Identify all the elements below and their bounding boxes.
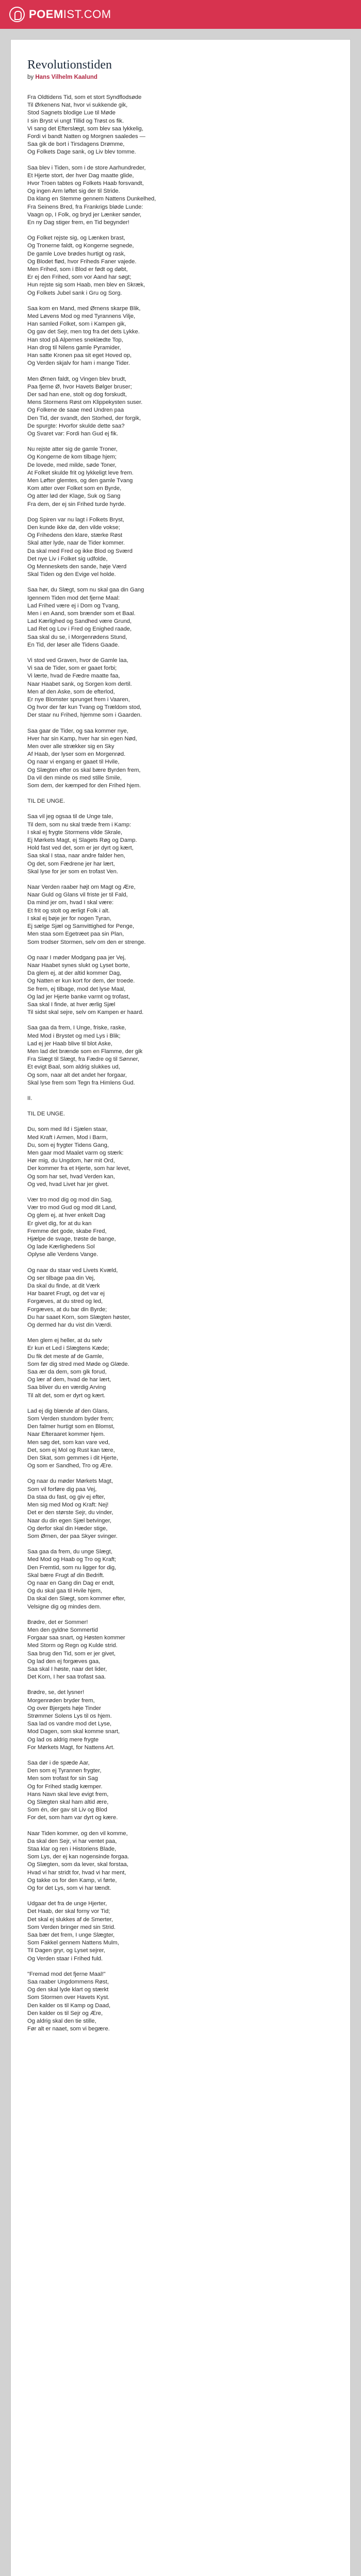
- stanza: Nu rejste atter sig de gamle Troner, Og Kongerne de kom tilbage hjem; De lovede, med milde, søde Toner, At Folket skulde frit og lykkeligt leve frem. Men Løfter glemtes, og den gamle Tvang Kom atter over Folket som en Byrde, Og atter lød der Klage, Suk og Sang Fra dem, der ej sin Frihed turde hyrde.: [27, 446, 134, 507]
- poem-byline: [27, 74, 334, 80]
- site-logo[interactable]: [29, 8, 111, 21]
- stanza: Saa hør, du Slægt, som nu skal gaa din Gang Igennem Tiden mod det fjerne Maal: Lad Frihed være ej i Dom og Tvang, Men i en Aand, som brænder som et Baal. Lad Kærlighed og Sandhed være Grund, Lad Ret og Lov i Fred og Enighed raade, Saa skal du se, i Morgenrødens Stund, En Tid, der løser alle Tidens Gaade.: [27, 587, 144, 648]
- stanza: Og naar du staar ved Livets Kvæld, Og ser tilbage paa din Vej, Da skal du finde, at dit Værk Har baaret Frugt, og det var ej Forgæves, at du stred og led, Forgæves, at du bar din Byrde; Du har saaet Korn, som Slægten høster, Og dermed har du vist din Værdi.: [27, 1267, 131, 1329]
- poem-title: Revolutionstiden: [27, 58, 112, 72]
- stanza: Men Ørnen faldt, og Vingen blev brudt, Paa fjerne Ø, hvor Havets Bølger bruser; Der sad han ene, stolt og dog forskudt, Mens Stormens Røst om Klippekysten suser. Og Folkene de saae med Undren paa Den Tid, der svandt, den Storhed, der forgik, De spurgte: Hvorfor skulde dette saa? Og Svaret var: Fordi han Gud ej fik.: [27, 376, 143, 437]
- logo-light: IST.COM: [63, 8, 111, 21]
- stanza: Saa gaa da frem, I Unge, friske, raske, Med Mod i Brystet og med Lys i Blik; Lad ej jer Haab blive til blot Aske, Men lad det brænde som en Flamme, der gik Fra Slægt til Slægt, fra Fædre og til Sønner, Et evigt Baal, som aldrig slukkes ud, Og som, naar alt det andet her forgaar, Skal lyse frem som Tegn fra Himlens Gud.: [27, 1025, 143, 1086]
- stanza: Saa vil jeg ogsaa til de Unge tale, Til dem, som nu skal træde frem i Kamp: I skal ej frygte Stormens vilde Skrale, Ej Mørkets Magt, ej Slagets Røg og Damp. Hold fast ved det, som er jer dyrt og kært, Saa skal I staa, naar andre falder hen, Og det, som Fædrene jer har lært, Skal lyse for jer som en trofast Ven.: [27, 814, 137, 875]
- stanza: Saa gaar de Tider, og saa kommer nye, Hver har sin Kamp, hver har sin egen Nød, Men over alle strækker sig en Sky Af Haab, der lyser som en Morgenrød. Og naar vi engang er gaaet til Hvile, Og Slægten efter os skal bære Byrden frem, Da vil den minde os med stille Smile, Som dem, der kæmped for den Frihed hjem.: [27, 727, 141, 789]
- stanza: Saa dør i de spæde Aar, Den som ej Tyrannen frygter, Men som trofast for sin Sag Og for Frihed stadig kæmper. Hans Navn skal leve evigt frem, Og Slægten skal ham altid ære, Som én, der gav sit Liv og Blod For det, som ham var dyrt og kære.: [27, 1759, 118, 1821]
- stanza: Du, som med Ild i Sjælen staar, Med Kraft i Armen, Mod i Barm, Du, som ej frygter Tidens Gang, Men gaar mod Maalet varm og stærk: Hør mig, du Ungdom, hør mit Ord, Der kommer fra et Hjerte, som har levet, Og som har set, hvad Verden kan, Og ved, hvad Livet har jer givet.: [27, 1126, 130, 1188]
- stanza: Saa blev i Tiden, som i de store Aarhundreder, Et Hjerte stort, der hver Dag maatte glide, Hvor Troen tabtes og Folkets Haab forsvandt, Og ingen Arm løftet sig der til Stride. Da klang en Stemme gennem Nattens Dunkelhed, Fra Seinens Bred, fra Frankrigs bløde Lunde: Vaagn op, I Folk, og bryd jer Lænker sønder, En ny Dag stiger frem, en Tid begynder!: [27, 164, 156, 226]
- stanza: Vær tro mod dig og mod din Sag, Vær tro mod Gud og mod dit Land, Og glem ej, at hver enkelt Dag Er givet dig, for at du kan Fremme det gode, skabe Fred, Hjælpe de svage, trøste de bange, Og lade Kærlighedens Sol Oplyse alle Verdens Vange.: [27, 1196, 117, 1258]
- section-heading: TIL DE UNGE.: [27, 1111, 65, 1117]
- stanza: Saa gaa da frem, du unge Slægt, Med Mod og Haab og Tro og Kraft; Den Fremtid, som nu ligger for dig, Skal bære Frugt af din Bedrift. Og naar en Gang din Dag er endt, Og du skal gaa til Hvile hjem, Da skal den Slægt, som kommer efter, Velsigne dig og mindes dem.: [27, 1549, 126, 1610]
- stanza: Udgaar det fra de unge Hjerter, Det Haab, der skal forny vor Tid; Det skal ej slukkes af de Smerter, Som Verden bringer med sin Strid. Saa bær det frem, I unge Slægter, Som Fakkel gennem Nattens Mulm, Til Dagen gryr, og Lyset sejrer, Og Verden staar i Frihed fuld.: [27, 1901, 119, 1962]
- poem-card: [10, 39, 351, 2576]
- stanza: Naar Verden raaber højt om Magt og Ære, Naar Guld og Glans vil friste jer til Fald, Da mind jer om, hvad I skal være: Et frit og stolt og ærligt Folk i alt. I skal ej bøje jer for nogen Tyran, Ej sælge Sjæl og Samvittighed for Penge, Men staa som Egetræet paa sin Plan, Som trodser Stormen, selv om den er strenge.: [27, 884, 146, 945]
- stanza: Men glem ej heller, at du selv Er kun et Led i Slægtens Kæde; Du fik det meste af de Gamle, Som før dig stred med Møde og Glæde. Saa ær da dem, som gik forud, Og lær af dem, hvad de har lært, Saa bliver du en værdig Arving Til alt det, som er dyrt og kært.: [27, 1337, 129, 1399]
- stanza: Fra Oldtidens Tid, som et stort Syndflodsøde Til Ørkenens Nat, hvor vi sukkende gik, Stod Sagnets blodige Lue til Møde I sin Bryst vi ungt Tillid og Trøst os fik. Vi sang det Efterslægt, som blev saa lykkelig, Fordi vi bandt Natten og Morgnen saaledes — Saa gik de bort i Tirsdagens Drømme, Og Folkets Dage sank, og Liv blev tomme.: [27, 94, 145, 156]
- poemist-logo-icon[interactable]: [9, 7, 25, 22]
- stanza: Og naar I møder Modgang paa jer Vej, Naar Haabet synes slukt og Lyset borte, Da glem ej, at der altid kommer Dag, Og Natten er kun kort for dem, der troede. Se frem, ej tilbage, mod det lyse Maal, Og lad jer Hjerte banke varmt og trofast, Saa skal I finde, at hver ærlig Sjæl Til sidst skal sejre, selv om Kampen er haard.: [27, 954, 144, 1016]
- stanza: Og naar du møder Mørkets Magt, Som vil forføre dig paa Vej, Da staa du fast, og giv ej efter, Men sig med Mod og Kraft: Nej! Det er den største Sejr, du vinder, Naar du din egen Sjæl betvinger, Og derfor skal din Hæder stige, Som Ørnen, der paa Skyer svinger.: [27, 1478, 118, 1539]
- stanza: Saa kom en Mand, med Ørnens skarpe Blik, Med Løvens Mod og med Tyrannens Vilje, Han samled Folket, som i Kampen gik, Og gav det Sejr, men tog fra det dets Lykke. Han stod på Alpernes sneklædte Top, Han drog til Nilens gamle Pyramider, Han satte Kronen paa sit eget Hoved op, Og Verden skjalv for ham i mange Tider.: [27, 305, 141, 367]
- stanza: Brødre, det er Sommer! Men den gyldne Sommertid Forgaar saa snart, og Høsten kommer Med Storm og Regn og Kulde strid. Saa brug den Tid, som er jer givet, Og lad den ej forgæves gaa, Saa skal I høste, naar det lider, Det Korn, I her saa trofast saa.: [27, 1619, 125, 1681]
- stanza: Lad ej dig blænde af den Glans, Som Verden stundom byder frem; Den falmer hurtigt som en Blomst, Naar Efteraaret kommer hjem. Men søg det, som kan vare ved, Det, som ej Mol og Rust kan tære, Den Skat, som gemmes i dit Hjerte, Og som er Sandhed, Tro og Ære.: [27, 1408, 118, 1469]
- stanza: Vi stod ved Graven, hvor de Gamle laa, Vi saa de Tider, som er gaaet forbi; Vi lærte, hvad de Fædre maatte faa, Naar Haabet sank, og Sorgen kom dertil. Men af den Aske, som de efterlod, Er nye Blomster sprunget frem i Vaaren, Og hvor der før kun Tvang og Trældom stod, Der staar nu Frihed, hjemme som i Gaarden.: [27, 657, 142, 719]
- stanza: Naar Tiden kommer, og den vil komme, Da skal den Sejr, vi har ventet paa, Staa klar og ren i Historiens Blade, Som Lys, der ej kan nogensinde forgaa. Og Slægten, som da lever, skal forstaa, Hvad vi har stridt for, hvad vi har ment, Og takke os for den Kamp, vi førte, Og for det Lys, som vi har tændt.: [27, 1830, 129, 1892]
- site-header: [0, 0, 361, 29]
- author-link[interactable]: Hans Vilhelm Kaalund: [35, 74, 97, 80]
- stanza: Brødre, se, det lysner! Morgenrøden bryder frem, Og over Bjergets høje Tinder Strømmer Solens Lys til os hjem. Saa lad os vandre mod det Lyse, Mod Dagen, som skal komme snart, Og lad os aldrig mere frygte For Mørkets Magt, for Nattens Art.: [27, 1689, 120, 1751]
- section-heading: II.: [27, 1095, 32, 1101]
- stanza: "Fremad mod det fjerne Maal!" Saa raaber Ungdommens Røst, Og den skal lyde klart og stærkt Som Stormen over Havets Kyst. Den kalder os til Kamp og Daad, Den kalder os til Sejr og Ære, Og aldrig skal den tie stille, Før alt er naaet, som vi begære.: [27, 1971, 111, 2032]
- section-heading: TIL DE UNGE.: [27, 798, 65, 805]
- poem-body: [27, 94, 334, 2033]
- logo-bold: POEM: [29, 8, 63, 21]
- stanza: Og Folket rejste sig, og Lænken brast, Og Tronerne faldt, og Kongerne segnede, De gamle Love brødes hurtigt og rask, Og Blodet flød, hvor Friheds Faner vajede. Men Frihed, som i Blod er født og døbt, Er ej den Frihed, som vor Aand har søgt; Hun rejste sig som Haab, men blev en Skræk, Og Folkets Jubel sank i Gru og Sorg.: [27, 235, 145, 296]
- byline-prefix: by: [27, 74, 34, 80]
- stanza: Dog Spiren var nu lagt i Folkets Bryst, Den kunde ikke dø, den vilde vokse; Og Frihedens den klare, stærke Røst Skal atter lyde, naar de Tider kommer. Da skal med Fred og ikke Blod og Sværd Det nye Liv i Folket sig udfolde, Og Menneskets den sande, høje Værd Skal Tiden og den Evige vel holde.: [27, 516, 133, 578]
